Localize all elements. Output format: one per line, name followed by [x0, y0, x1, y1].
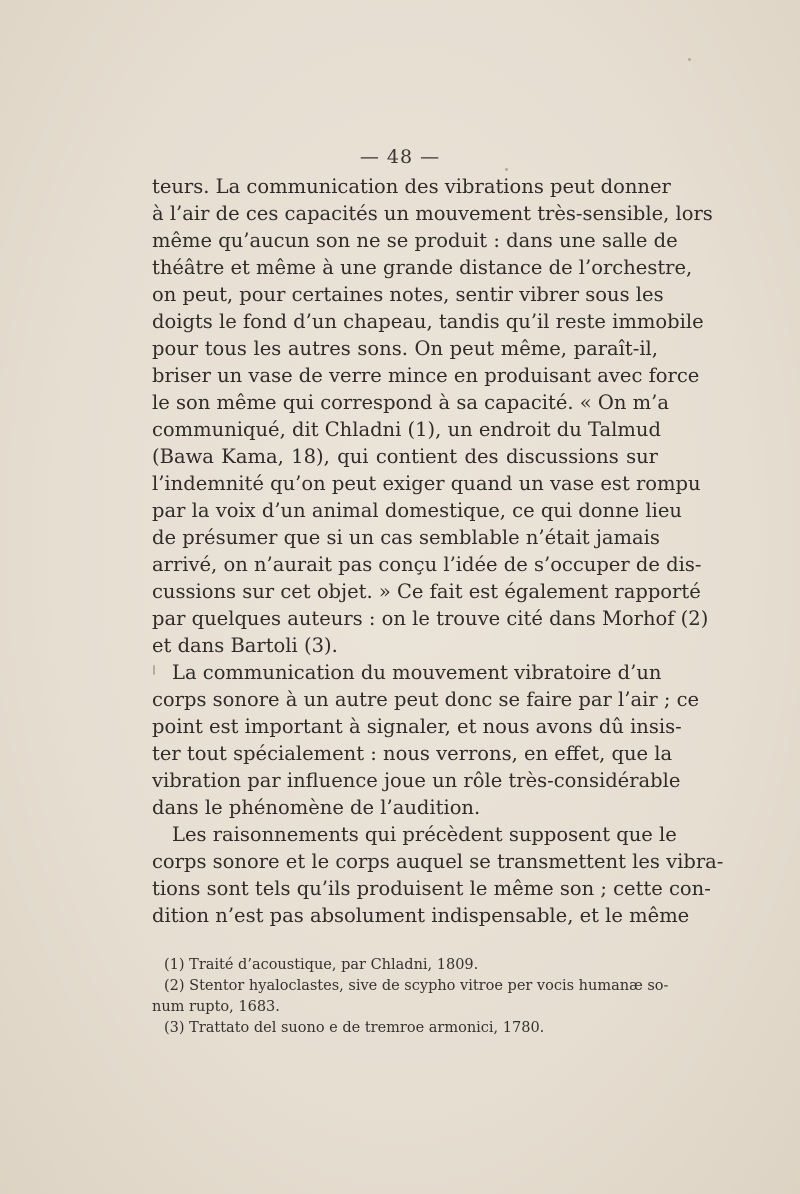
text-line: le son même qui correspond à sa capacité. « On m’a — [152, 391, 669, 414]
page-number: — 48 — — [359, 146, 441, 168]
body-text — [152, 173, 724, 929]
text-line: point est important à signaler, et nous avons dû insis- — [152, 715, 682, 738]
text-line: même qu’aucun son ne se produit : dans une salle de — [152, 229, 678, 252]
text-line: pour tous les autres sons. On peut même, paraît-il, — [152, 337, 658, 360]
paper-speck — [505, 168, 508, 171]
footnotes — [152, 955, 669, 1039]
text-line: corps sonore à un autre peut donc se faire par l’air ; ce — [152, 688, 700, 711]
text-line: dition n’est pas absolument indispensable, et le même — [152, 904, 690, 927]
text-line: (Bawa Kama, 18), qui contient des discussions sur — [152, 445, 658, 468]
text-line: par la voix d’un animal domestique, ce qui donne lieu — [152, 499, 682, 522]
text-line: dans le phénomène de l’audition. — [152, 796, 481, 819]
text-line: à l’air de ces capacités un mouvement très-sensible, lors — [152, 202, 713, 225]
text-line: corps sonore et le corps auquel se transmettent les vibra- — [152, 850, 724, 873]
text-line: l’indemnité qu’on peut exiger quand un vase est rompu — [152, 472, 701, 495]
text-line: teurs. La communication des vibrations peut donner — [152, 175, 671, 198]
text-line: cussions sur cet objet. » Ce fait est également rapporté — [152, 580, 701, 603]
footnote-line: num rupto, 1683. — [152, 999, 280, 1015]
text-line: théâtre et même à une grande distance de l’orchestre, — [152, 256, 693, 279]
footnote-line: (1) Traité d’acoustique, par Chladni, 1809. — [164, 957, 479, 973]
text-line: par quelques auteurs : on le trouve cité dans Morhof (2) — [152, 607, 709, 630]
text-line: ter tout spécialement : nous verrons, en effet, que la — [152, 742, 673, 765]
text-line: briser un vase de verre mince en produisant avec force — [152, 364, 700, 387]
text-line: de présumer que si un cas semblable n’était jamais — [152, 526, 660, 549]
text-line: tions sont tels qu’ils produisent le même son ; cette con- — [152, 877, 711, 900]
paper-speck — [688, 58, 691, 61]
text-line: communiqué, dit Chladni (1), un endroit du Talmud — [152, 418, 661, 441]
footnote-line: (2) Stentor hyaloclastes, sive de scypho vitroe per vocis humanæ so- — [164, 978, 669, 994]
footnote-line: (3) Trattato del suono e de tremroe armonici, 1780. — [164, 1020, 545, 1036]
text-line: vibration par influence joue un rôle très-considérable — [152, 769, 681, 792]
text-line: Les raisonnements qui précèdent supposent que le — [172, 823, 677, 846]
text-line: et dans Bartoli (3). — [152, 634, 338, 657]
text-line: arrivé, on n’aurait pas conçu l’idée de s’occuper de dis- — [152, 553, 702, 576]
text-line: La communication du mouvement vibratoire d’un — [172, 661, 662, 684]
text-line: on peut, pour certaines notes, sentir vibrer sous les — [152, 283, 664, 306]
text-line: doigts le fond d’un chapeau, tandis qu’il reste immobile — [152, 310, 704, 333]
